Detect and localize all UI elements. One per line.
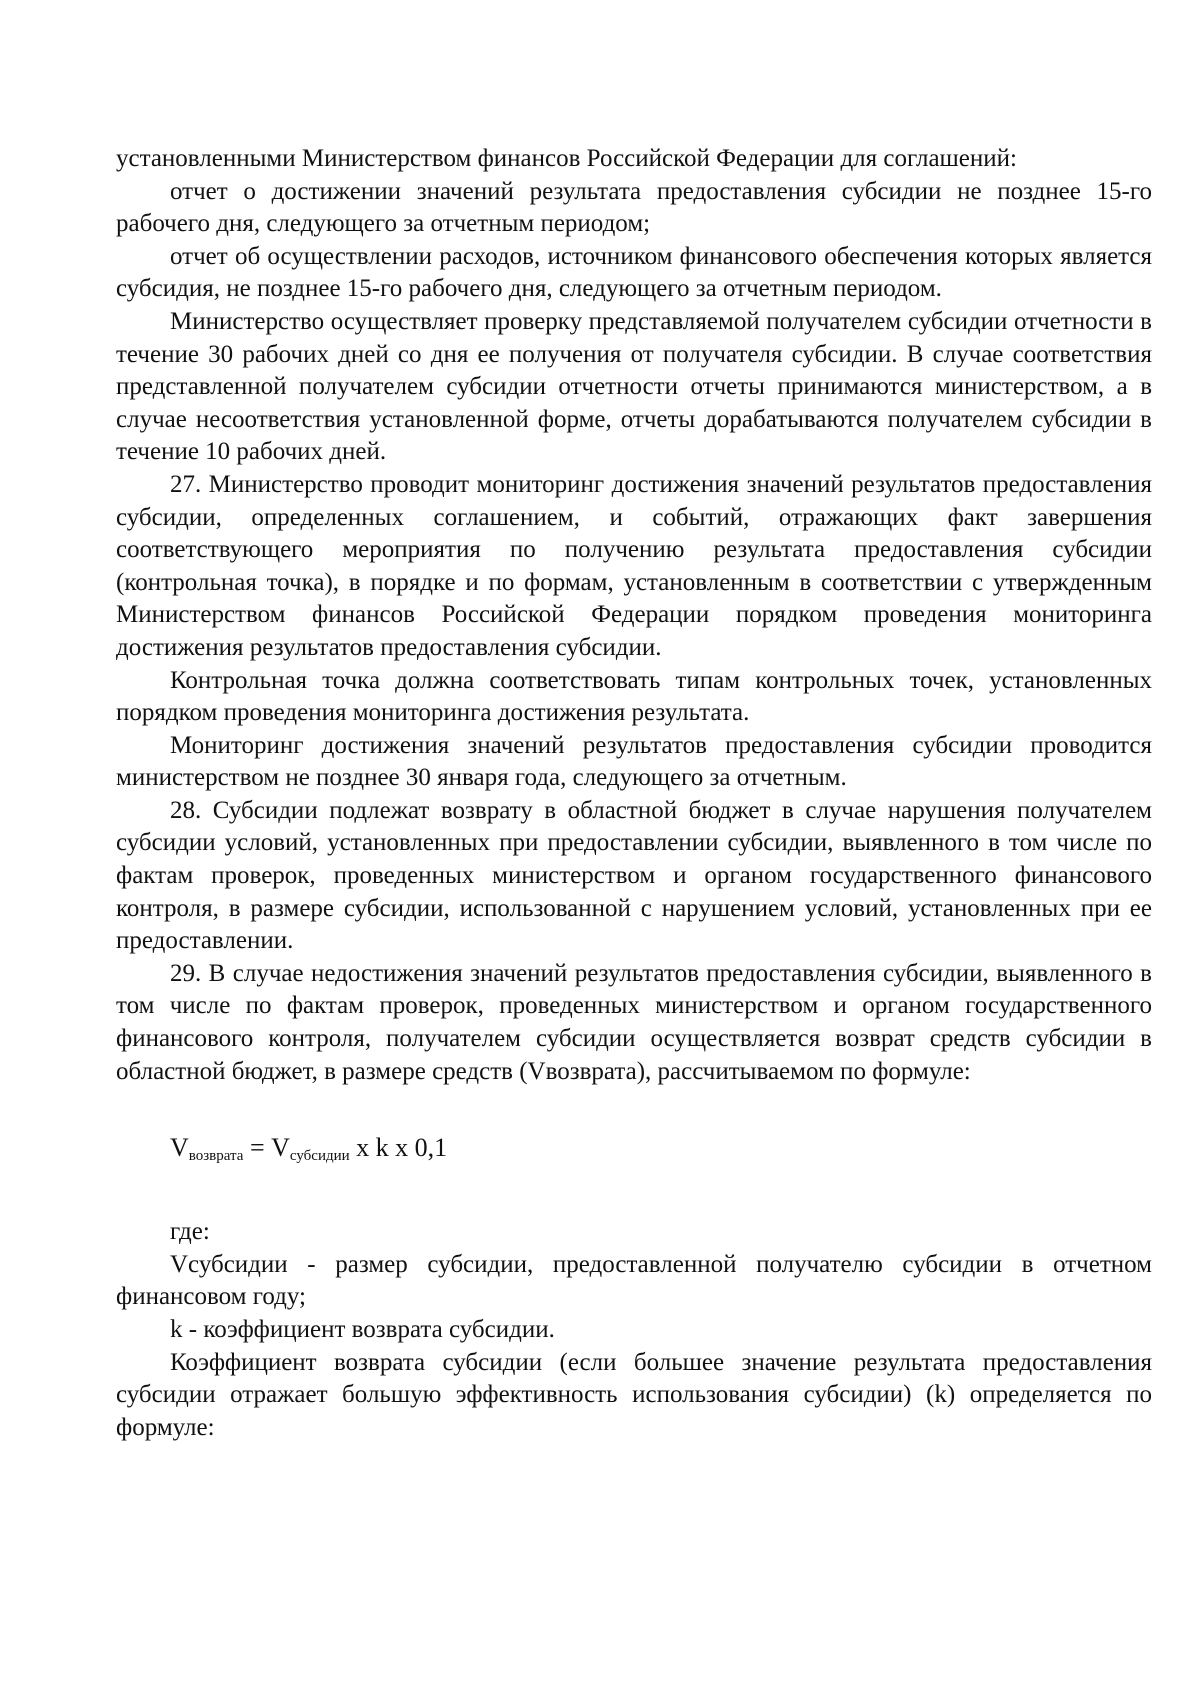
paragraph-intro: установленными Министерством финансов Российской Федерации для соглашений: [116, 145, 1017, 172]
paragraph-verification: Министерство осуществляет проверку представляемой получателем субсидии отчетности в течение 30 рабочих дней со дня ее получения от получателя субсидии. В случае соответствия представленной получателем субсидии отчетности отчеты принимаются министерством, а в случае несоответствия установленной форме, отчеты дорабатываются получателем субсидии в течение 10 рабочих дней. [116, 307, 1152, 466]
paragraph-report-expenses: отчет об осуществлении расходов, источником финансового обеспечения которых является субсидия, не позднее 15-го рабочего дня, следующего за отчетным периодом. [116, 242, 1152, 303]
formula-equals: = [243, 1133, 272, 1163]
paragraph-27: 27. Министерство проводит мониторинг достижения значений результатов предоставления субсидии, определенных соглашением, и событий, отражающих факт завершения соответствующего мероприятия по получению результата предоставления субсидии (контрольная точка), в порядке и по формам, установленным в соответствии с утвержденным Министерством финансов Российской Федерации порядком проведения мониторинга достижения результатов предоставления субсидии. [116, 470, 1152, 661]
formula-sub-subsidy: субсидии [289, 1148, 350, 1165]
formula-rest: x k x 0,1 [349, 1133, 448, 1163]
formula-v1: V [170, 1133, 189, 1163]
paragraph-28: 28. Субсидии подлежат возврату в областной бюджет в случае нарушения получателем субсидии условий, установленных при предоставлении субсидии, выявленного в том числе по фактам проверок, проведенных министерством и органом государственного финансового контроля, в размере субсидии, использованной с нарушением условий, установленных при ее предоставлении. [116, 796, 1152, 955]
definition-v-subsidy: Vсубсидии - размер субсидии, предоставленной получателю субсидии в отчетном финансовом году; [116, 1250, 1152, 1311]
document-page [116, 143, 1152, 1444]
paragraph-control-point: Контрольная точка должна соответствовать типам контрольных точек, установленных порядком проведения мониторинга достижения результата. [116, 666, 1152, 727]
paragraph-report-results: отчет о достижении значений результата предоставления субсидии не позднее 15-го рабочего дня, следующего за отчетным периодом; [116, 177, 1152, 238]
where-label: где: [170, 1218, 210, 1246]
paragraph-monitoring: Мониторинг достижения значений результатов предоставления субсидии проводится министерством не позднее 30 января года, следующего за отчетным. [116, 731, 1152, 792]
formula-v2: V [271, 1133, 290, 1163]
definition-k: k - коэффициент возврата субсидии. [170, 1316, 555, 1343]
formula-sub-return: возврата [188, 1148, 244, 1165]
paragraph-29: 29. В случае недостижения значений результатов предоставления субсидии, выявленного в том числе по фактам проверок, проведенных министерством и органом государственного финансового контроля, получателем субсидии осуществляется возврат средств субсидии в областной бюджет, в размере средств (Vвозврата), рассчитываемом по формуле: [116, 959, 1152, 1085]
formula-v-return [170, 1131, 1152, 1173]
paragraph-coefficient: Коэффициент возврата субсидии (если большее значение результата предоставления субсидии отражает большую эффективность использования субсидии) (k) определяется по формуле: [116, 1348, 1152, 1441]
